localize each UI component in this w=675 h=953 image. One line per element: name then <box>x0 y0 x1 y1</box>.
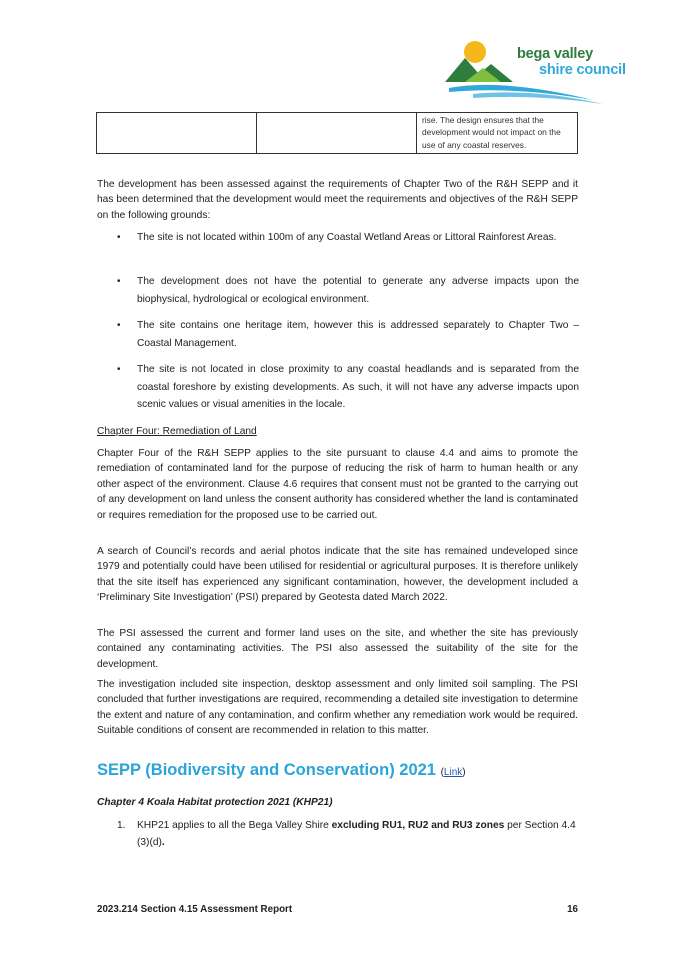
list-item-text: The site contains one heritage item, however this is addressed separately to Chapter Two – Coastal Management. <box>137 320 579 349</box>
list-item-text: The development does not have the potential to generate any adverse impacts upon the biophysical, hydrological or ecological environment. <box>137 276 579 305</box>
text-bold: excluding RU1, RU2 and RU3 zones <box>331 820 505 831</box>
bullet-icon: • <box>117 320 121 331</box>
text-part: per Section 4.4 (3)(d) <box>137 820 576 848</box>
paragraph-text: Chapter Four of the R&H SEPP applies to the site pursuant to clause 4.4 and aims to promote the remediation of contaminated land for the purpose of reducing the risk of harm to human health or any other aspect of the environment. Clause 4.6 requires that consent must not be granted to the carrying out of any development on land unless the consent authority has considered whether the land is contaminated or requires remediation for the proposed use to be carried out. <box>97 448 578 521</box>
subsection-title: Chapter 4 Koala Habitat protection 2021 (KHP21) <box>97 797 333 808</box>
paragraph <box>97 677 578 739</box>
assessment-table <box>96 112 578 154</box>
paragraph-text: A search of Council’s records and aerial photos indicate that the site has remained undeveloped since 1979 and potentially could have been utilised for residential or agricultural purposes. It is therefore unlikely that the site itself has experienced any significant contamination, however, the development included a ‘Preliminary Site Investigation’ (PSI) prepared by Geotesta dated March 2022. <box>97 546 578 604</box>
list-number: 1. <box>117 820 126 831</box>
table-row <box>97 113 578 154</box>
bullet-icon: • <box>117 364 121 375</box>
logo-text-line2: shire council <box>539 62 626 78</box>
footer-title: 2023.214 Section 4.15 Assessment Report <box>97 904 293 915</box>
link-paren-close: ) <box>462 767 466 778</box>
bullet-icon: • <box>117 232 121 243</box>
link-paren-open: ( <box>440 767 444 778</box>
page-number: 16 <box>567 904 578 915</box>
council-logo <box>443 38 633 104</box>
section-title <box>97 761 466 780</box>
intro-paragraph <box>97 177 578 223</box>
section-title-text: SEPP (Biodiversity and Conservation) 2021 <box>97 761 436 779</box>
paragraph-text: The investigation included site inspection, desktop assessment and only limited soil sampling. The PSI concluded that further investigations are required, recommending a detailed site investigation to determine the extent and nature of any contamination, and confirm whether any remediation work would be required. Suitable conditions of consent are recommended in relation to this matter. <box>97 679 578 737</box>
paragraph <box>97 544 578 606</box>
paragraph <box>97 446 578 523</box>
paragraph <box>97 626 578 672</box>
table-cell <box>97 113 257 154</box>
text-part: KHP21 applies to all the Bega Valley Shire <box>137 820 332 831</box>
text-bold: . <box>161 837 165 848</box>
list-item-text: The site is not located in close proximity to any coastal headlands and is separated from the coastal foreshore by existing developments. As such, it will not have any adverse impacts upon scenic values or visual amenities in the locale. <box>137 364 579 410</box>
link-wrapper <box>441 767 466 778</box>
intro-text: The development has been assessed against the requirements of Chapter Two of the R&H SEPP and it has been determined that the development would meet the requirements and objectives of the R&H SEPP on the following grounds: <box>97 179 578 221</box>
list-item-text <box>137 817 577 851</box>
paragraph-text: The PSI assessed the current and former land uses on the site, and whether the site has previously contained any contaminating activities. The PSI also assessed the suitability of the site for the development. <box>97 628 578 670</box>
bullet-icon: • <box>117 276 121 287</box>
section-heading: Chapter Four: Remediation of Land <box>97 426 257 437</box>
list-item-text: The site is not located within 100m of any Coastal Wetland Areas or Littoral Rainforest Areas. <box>137 232 557 243</box>
sepp-link[interactable]: Link <box>443 767 463 778</box>
table-cell <box>257 113 417 154</box>
table-cell: rise. The design ensures that the development would not impact on the use of any coastal reserves. <box>417 113 578 154</box>
logo-text-line1: bega valley <box>517 46 593 62</box>
